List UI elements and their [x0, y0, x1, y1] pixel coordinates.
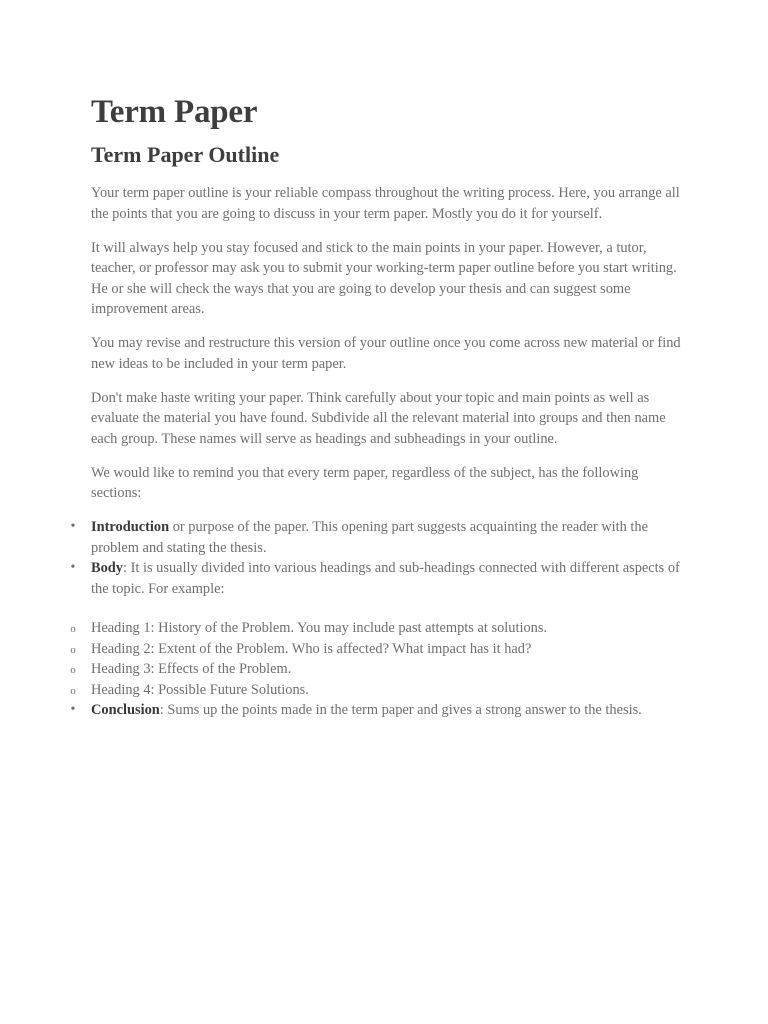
- circle-bullet-icon: o: [70, 684, 76, 697]
- heading-text: Heading 2: Extent of the Problem. Who is affected? What impact has it had?: [91, 640, 532, 657]
- list-item-heading: [70, 618, 681, 639]
- circle-bullet-icon: o: [70, 643, 76, 656]
- heading-text: Heading 1: History of the Problem. You may include past attempts at solutions.: [91, 620, 548, 636]
- body-text: : It is usually divided into various headings and sub-headings connected with different aspects of the topic. For example:: [91, 560, 680, 597]
- document-page: [70, 92, 681, 721]
- paragraph: You may revise and restructure this version of your outline once you come across new material or find new ideas to be included in your term paper.: [91, 335, 681, 372]
- paragraph: We would like to remind you that every term paper, regardless of the subject, has the following sections:: [91, 464, 639, 501]
- introduction-term: Introduction: [91, 519, 170, 535]
- section-title: Term Paper Outline: [91, 142, 280, 167]
- body-term: Body: [91, 560, 123, 576]
- list-item-heading: [70, 659, 681, 680]
- list-item-heading: [70, 680, 681, 701]
- bullet-icon: •: [70, 702, 76, 717]
- heading-text: Heading 3: Effects of the Problem.: [91, 661, 292, 677]
- list-item-heading: [70, 639, 681, 660]
- list-item-body: [70, 558, 681, 599]
- paragraph: It will always help you stay focused and stick to the main points in your paper. However, a tutor, teacher, or professor may ask you to submit your working-term paper outline before you start writing. He or she will check the ways that you are going to develop your thesis and can suggest some improvement areas.: [91, 239, 677, 317]
- list-item-introduction: [70, 517, 681, 558]
- conclusion-term: Conclusion: [91, 702, 160, 718]
- paragraph: Don't make haste writing your paper. Think carefully about your topic and main points as well as evaluate the material you have found. Subdivide all the relevant material into groups and then name each group. These names will serve as headings and subheadings in your outline.: [91, 389, 666, 447]
- bullet-icon: •: [70, 519, 76, 534]
- conclusion-text: : Sums up the points made in the term paper and gives a strong answer to the thesis.: [159, 702, 642, 718]
- paragraph: Your term paper outline is your reliable compass throughout the writing process. Here, you arrange all the points that you are going to discuss in your term paper. Mostly you do it for yourself.: [91, 185, 680, 222]
- circle-bullet-icon: o: [70, 664, 76, 676]
- page-title: Term Paper: [91, 94, 258, 130]
- heading-text: Heading 4: Possible Future Solutions.: [91, 681, 309, 698]
- bullet-icon: •: [70, 560, 76, 575]
- circle-bullet-icon: o: [70, 623, 76, 635]
- introduction-text: or purpose of the paper. This opening part suggests acquainting the reader with the problem and stating the thesis.: [91, 519, 649, 556]
- headings-list: [70, 618, 681, 721]
- sections-list: [70, 517, 681, 599]
- list-item-conclusion: [70, 700, 681, 721]
